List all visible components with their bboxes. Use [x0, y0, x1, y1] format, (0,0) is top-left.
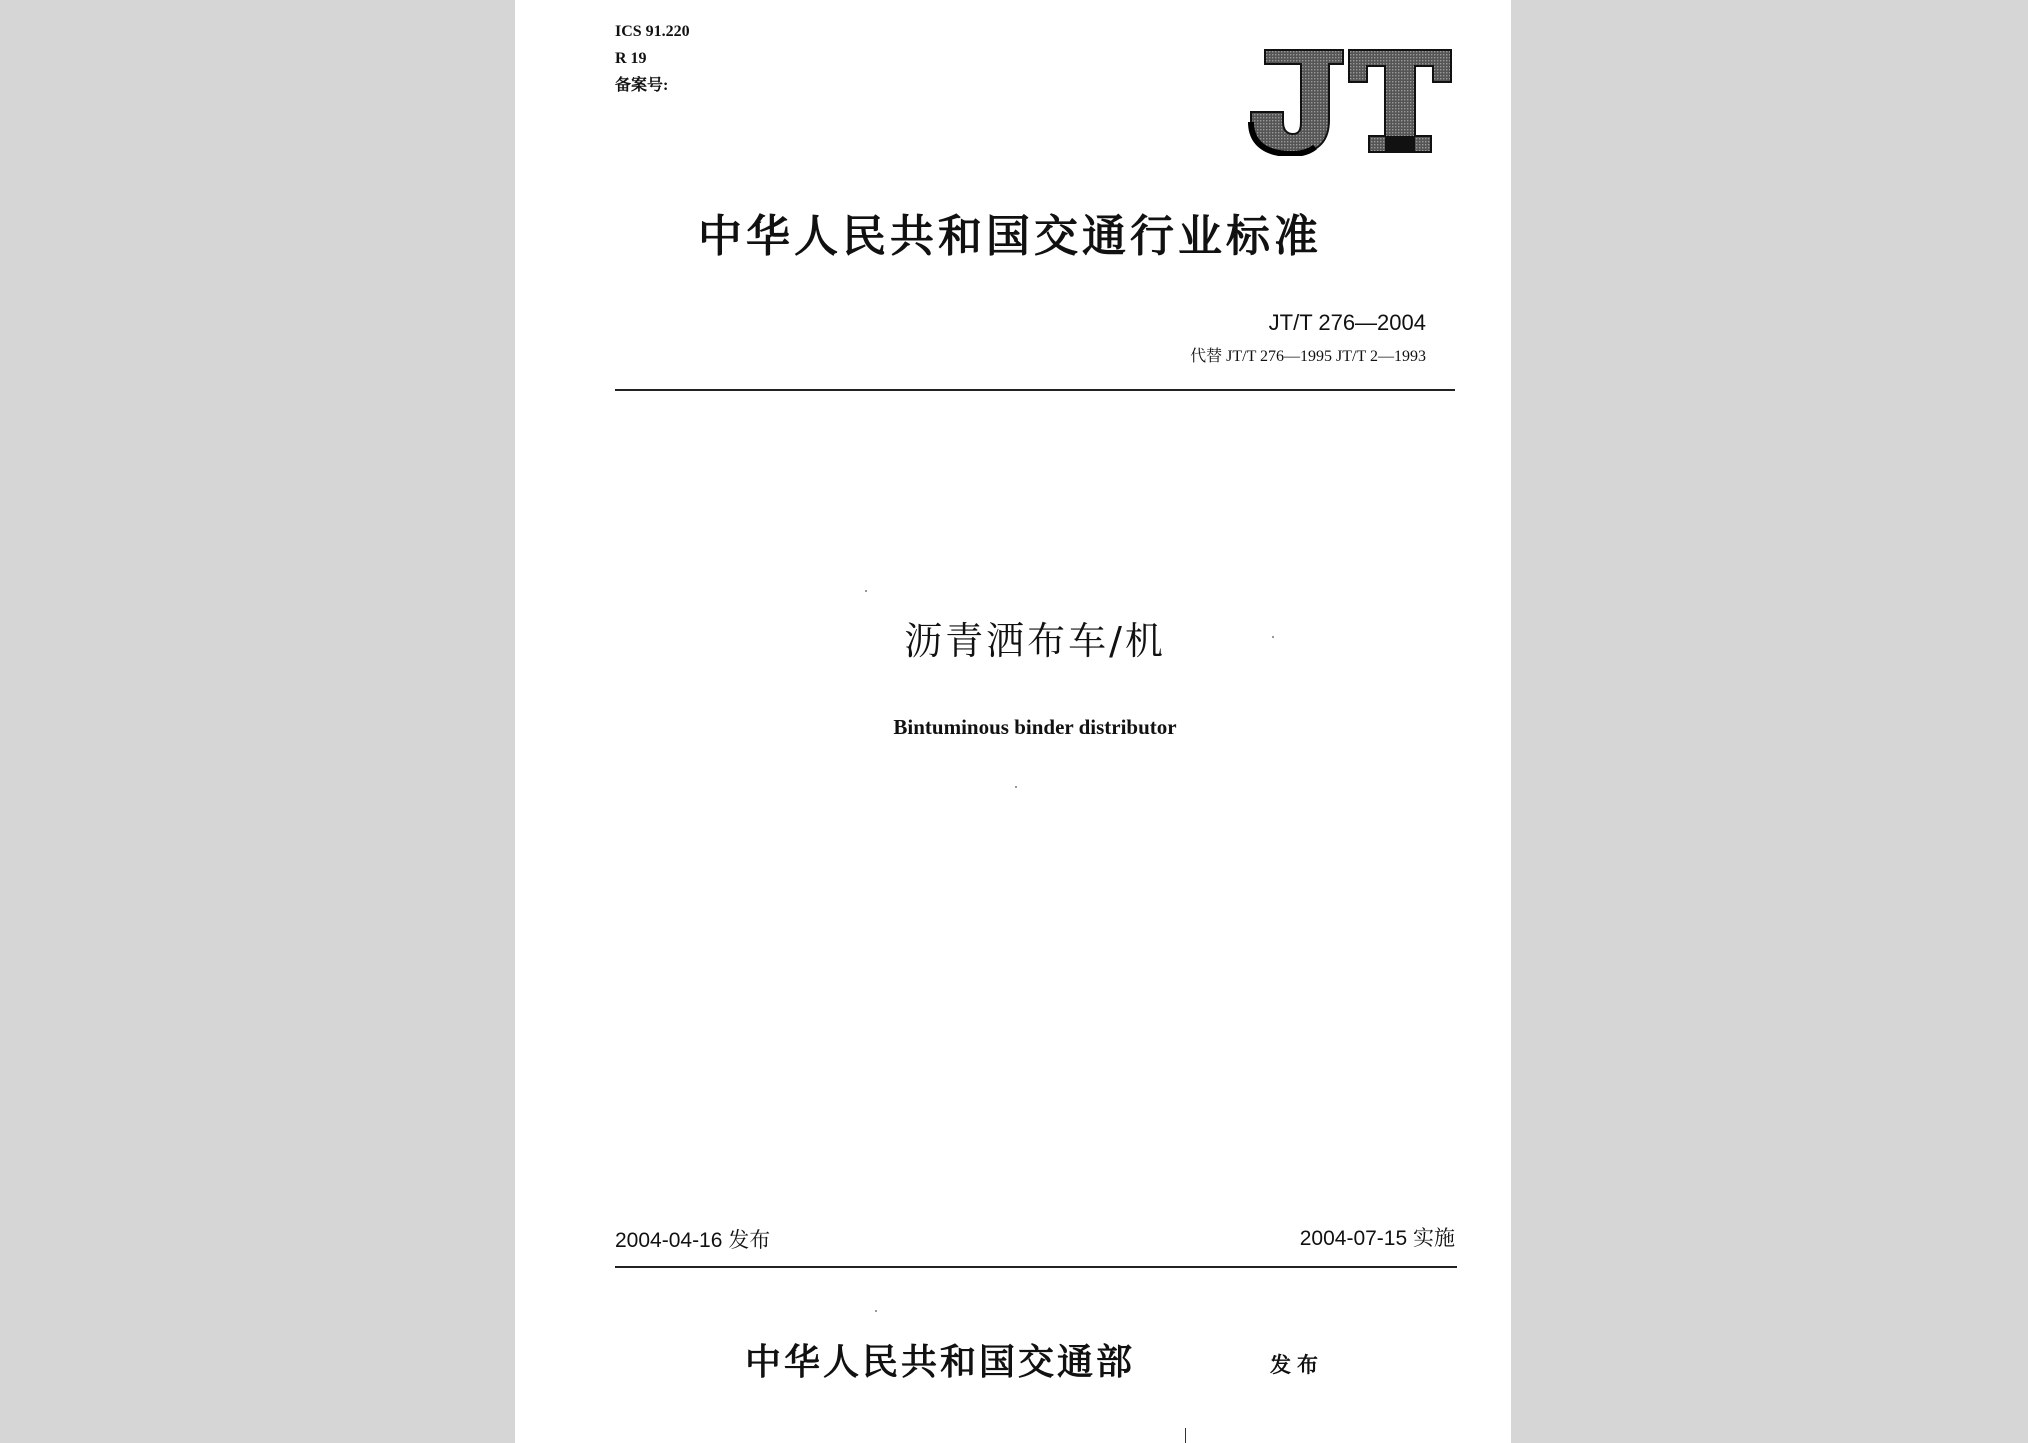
- jt-logo: [1245, 48, 1455, 156]
- scan-mark: [1185, 1428, 1186, 1443]
- classification-code: R 19: [615, 50, 647, 67]
- footer-divider: [615, 1266, 1457, 1268]
- replaced-standards: 代替 JT/T 276—1995 JT/T 2—1993: [1190, 348, 1426, 365]
- scan-speck: [865, 590, 867, 592]
- standard-title: 中华人民共和国交通行业标准: [698, 211, 1322, 262]
- record-number-label: 备案号:: [615, 77, 669, 94]
- header-divider: [615, 389, 1455, 391]
- ics-code: ICS 91.220: [615, 23, 690, 40]
- document-title: 沥青洒布车/机: [904, 619, 1166, 663]
- scan-speck: [1272, 636, 1274, 638]
- publish-label: 发布: [1270, 1353, 1324, 1377]
- scan-speck: [1015, 786, 1017, 788]
- scan-speck: [875, 1310, 877, 1312]
- publisher-name: 中华人民共和国交通部: [745, 1342, 1136, 1383]
- issue-date: 2004-04-16 发布: [615, 1229, 771, 1252]
- classification-block: [615, 18, 690, 99]
- effective-date: 2004-07-15 实施: [1299, 1227, 1455, 1250]
- document-subtitle: Bintuminous binder distributor: [893, 715, 1177, 739]
- document-page: [515, 0, 1511, 1443]
- standard-code: JT/T 276—2004: [1268, 310, 1426, 335]
